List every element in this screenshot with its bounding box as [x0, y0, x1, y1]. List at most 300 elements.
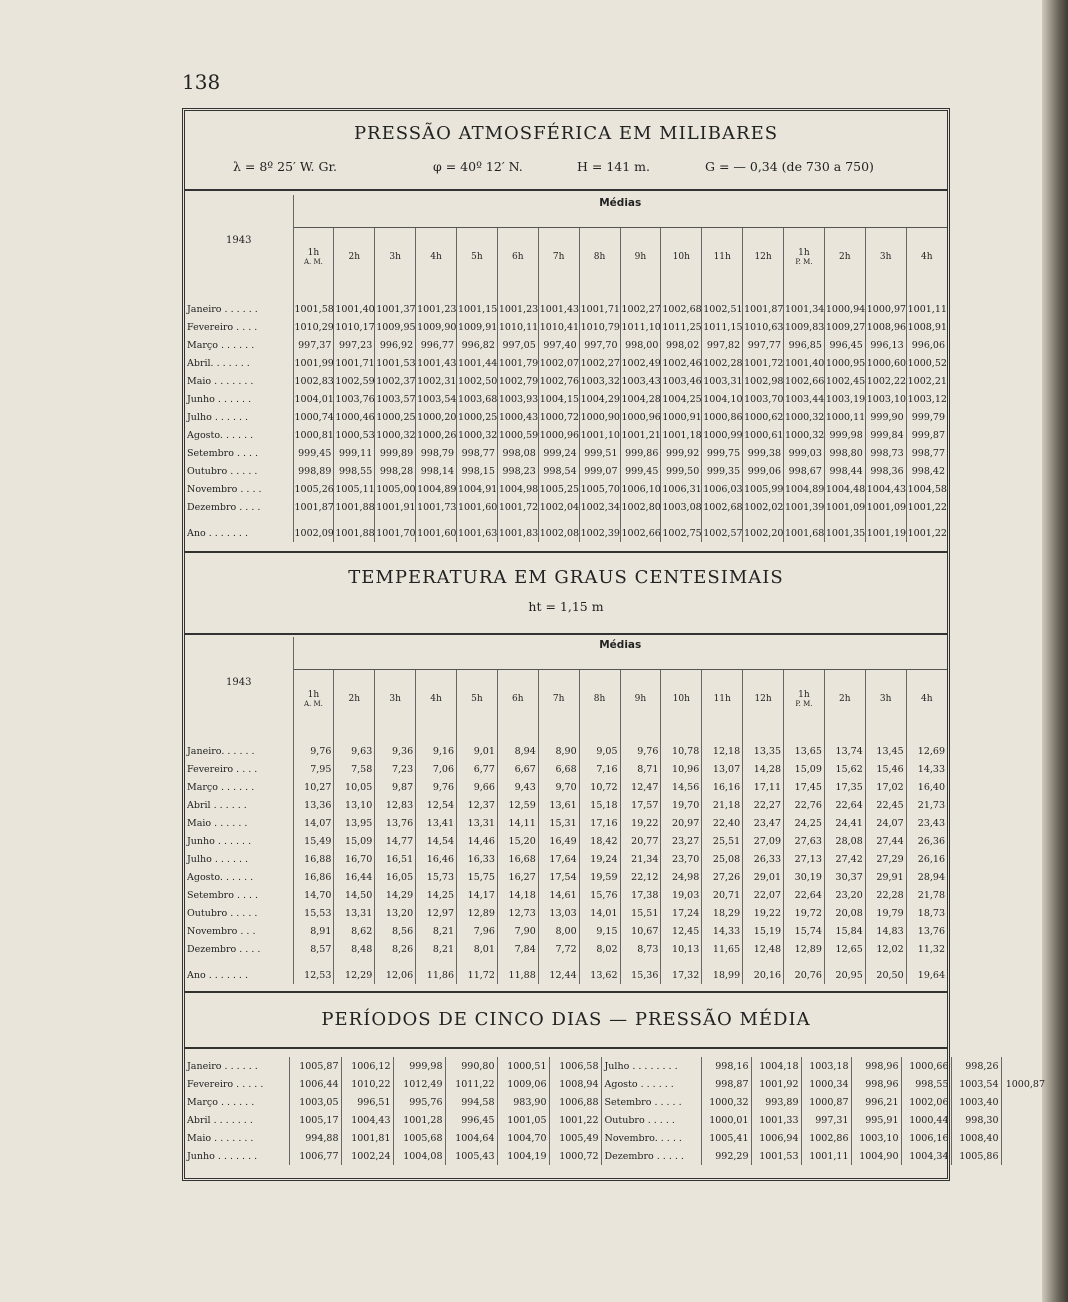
- value-cell: 1002,59: [334, 372, 375, 390]
- value-cell: 9,76: [416, 778, 457, 796]
- value-cell: 1009,91: [457, 318, 498, 336]
- value-cell: 13,31: [334, 904, 375, 922]
- value-cell: 1004,18: [751, 1057, 801, 1075]
- value-cell: 1000,96: [620, 408, 661, 426]
- hour-label: 2h: [839, 694, 851, 704]
- table-row: [185, 1093, 1047, 1111]
- value-cell: 19,24: [579, 850, 620, 868]
- value-cell: 14,46: [457, 832, 498, 850]
- value-cell: 1005,68: [393, 1129, 445, 1147]
- value-cell: 20,71: [702, 886, 743, 904]
- value-cell: 990,80: [445, 1057, 497, 1075]
- spacer-cell: [743, 958, 784, 966]
- value-cell: 1000,95: [824, 354, 865, 372]
- spacer-cell: [185, 286, 293, 300]
- value-cell: 12,44: [538, 966, 579, 984]
- value-cell: [1001, 1057, 1047, 1075]
- month-label: Novembro . . .: [187, 925, 256, 937]
- value-cell: 1001,91: [375, 498, 416, 516]
- value-cell: 1001,88: [334, 524, 375, 542]
- hour-header: [497, 670, 538, 729]
- value-cell: 15,19: [743, 922, 784, 940]
- value-cell: 1000,96: [538, 426, 579, 444]
- spacer-cell: [743, 286, 784, 300]
- value-cell: 20,95: [824, 966, 865, 984]
- value-cell: 8,21: [416, 922, 457, 940]
- value-cell: 15,75: [457, 868, 498, 886]
- divider: [185, 1047, 947, 1049]
- value-cell: 1003,18: [801, 1057, 851, 1075]
- hour-label: 2h: [348, 252, 361, 262]
- value-cell: 1000,74: [293, 408, 334, 426]
- value-cell: 1002,68: [661, 300, 702, 318]
- value-cell: 1001,72: [497, 498, 538, 516]
- value-cell: 1000,32: [375, 426, 416, 444]
- value-cell: 1005,41: [701, 1129, 751, 1147]
- value-cell: 20,97: [661, 814, 702, 832]
- value-cell: 1000,86: [702, 408, 743, 426]
- value-cell: 1005,17: [289, 1111, 341, 1129]
- value-cell: 1003,54: [416, 390, 457, 408]
- value-cell: 1002,31: [416, 372, 457, 390]
- hour-label: 4h: [921, 252, 933, 262]
- value-cell: 1002,51: [702, 300, 743, 318]
- value-cell: 13,45: [865, 742, 906, 760]
- table-row: [185, 922, 947, 940]
- value-cell: 1003,32: [579, 372, 620, 390]
- spacer-cell: [906, 286, 947, 300]
- value-cell: 996,51: [341, 1093, 393, 1111]
- value-cell: 15,09: [334, 832, 375, 850]
- table-row: [185, 318, 947, 336]
- table-row: [185, 390, 947, 408]
- month-label: Abril . . . . . .: [187, 799, 247, 811]
- value-cell: 9,76: [293, 742, 334, 760]
- spacer-cell: [661, 728, 702, 742]
- value-cell: 7,96: [457, 922, 498, 940]
- value-cell: 12,89: [457, 904, 498, 922]
- spacer-cell: [334, 958, 375, 966]
- value-cell: 9,36: [375, 742, 416, 760]
- value-cell: 1000,72: [538, 408, 579, 426]
- value-cell: 995,76: [393, 1093, 445, 1111]
- value-cell: 1006,58: [549, 1057, 601, 1075]
- value-cell: 29,91: [865, 868, 906, 886]
- value-cell: 1000,53: [334, 426, 375, 444]
- value-cell: 1001,81: [341, 1129, 393, 1147]
- spacer-cell: [416, 516, 457, 524]
- hour-label: 10h: [672, 694, 690, 704]
- value-cell: 1000,32: [701, 1093, 751, 1111]
- value-cell: 23,70: [661, 850, 702, 868]
- table-row: [185, 462, 947, 480]
- value-cell: 1001,79: [497, 354, 538, 372]
- spacer-cell: [538, 516, 579, 524]
- value-cell: 998,55: [901, 1075, 951, 1093]
- value-cell: 15,18: [579, 796, 620, 814]
- value-cell: 1005,11: [334, 480, 375, 498]
- value-cell: 1004,10: [702, 390, 743, 408]
- value-cell: 1002,22: [865, 372, 906, 390]
- value-cell: 1008,91: [906, 318, 947, 336]
- value-cell: 1002,20: [743, 524, 784, 542]
- value-cell: 1002,68: [702, 498, 743, 516]
- table-row: [185, 300, 947, 318]
- value-cell: 14,83: [865, 922, 906, 940]
- spacer-cell: [661, 958, 702, 966]
- spacer-cell: [865, 286, 906, 300]
- value-cell: 22,28: [865, 886, 906, 904]
- value-cell: 1003,54: [951, 1075, 1001, 1093]
- param-height: H = 141 m.: [577, 159, 650, 174]
- value-cell: 1000,97: [865, 300, 906, 318]
- value-cell: 23,43: [906, 814, 947, 832]
- value-cell: 15,49: [293, 832, 334, 850]
- value-cell: 1000,44: [901, 1111, 951, 1129]
- value-cell: 14,61: [538, 886, 579, 904]
- value-cell: 999,38: [743, 444, 784, 462]
- table-row: [185, 336, 947, 354]
- value-cell: 16,05: [375, 868, 416, 886]
- value-cell: 1008,94: [549, 1075, 601, 1093]
- hour-header: [661, 228, 702, 287]
- value-cell: 998,80: [824, 444, 865, 462]
- value-cell: 17,02: [865, 778, 906, 796]
- pressure-table-wrap: [185, 195, 947, 542]
- value-cell: 1000,32: [457, 426, 498, 444]
- month-label: Outubro . . . . .: [187, 907, 258, 919]
- value-cell: 1002,75: [661, 524, 702, 542]
- value-cell: 1000,61: [743, 426, 784, 444]
- value-cell: 12,06: [375, 966, 416, 984]
- value-cell: 17,32: [661, 966, 702, 984]
- value-cell: 7,58: [334, 760, 375, 778]
- value-cell: 996,45: [824, 336, 865, 354]
- value-cell: 8,71: [620, 760, 661, 778]
- spacer-cell: [661, 516, 702, 524]
- value-cell: 9,70: [538, 778, 579, 796]
- hour-label: 12h: [754, 694, 772, 704]
- hour-label: 4h: [430, 694, 442, 704]
- value-cell: 1000,46: [334, 408, 375, 426]
- value-cell: 1002,07: [538, 354, 579, 372]
- value-cell: 1004,90: [851, 1147, 901, 1165]
- value-cell: 1004,34: [901, 1147, 951, 1165]
- value-cell: 8,48: [334, 940, 375, 958]
- value-cell: 13,07: [702, 760, 743, 778]
- value-cell: 9,66: [457, 778, 498, 796]
- spacer-row: [185, 958, 947, 966]
- hour-label: 7h: [552, 252, 565, 262]
- spacer-cell: [497, 286, 538, 300]
- month-label: Abril. . . . . . .: [187, 357, 250, 369]
- value-cell: 13,76: [906, 922, 947, 940]
- value-cell: 10,78: [661, 742, 702, 760]
- hour-label: 1h: [798, 248, 810, 258]
- value-cell: 1006,16: [901, 1129, 951, 1147]
- value-cell: 16,46: [416, 850, 457, 868]
- medias-heading: Médias: [293, 637, 947, 670]
- spacer-cell: [416, 958, 457, 966]
- value-cell: 1006,88: [549, 1093, 601, 1111]
- value-cell: 15,20: [497, 832, 538, 850]
- month-label: Janeiro. . . . . .: [187, 745, 255, 757]
- spacer-cell: [702, 958, 743, 966]
- value-cell: 15,73: [416, 868, 457, 886]
- hour-label: 6h: [512, 694, 524, 704]
- value-cell: 999,89: [375, 444, 416, 462]
- value-cell: 1001,19: [865, 524, 906, 542]
- value-cell: 999,84: [865, 426, 906, 444]
- spacer-cell: [702, 286, 743, 300]
- value-cell: [1001, 1147, 1047, 1165]
- hour-header: [661, 670, 702, 729]
- value-cell: 1003,31: [702, 372, 743, 390]
- value-cell: 1010,41: [538, 318, 579, 336]
- value-cell: 996,82: [457, 336, 498, 354]
- hour-header: [620, 228, 661, 287]
- hour-label: 2h: [348, 694, 361, 704]
- value-cell: 1003,44: [784, 390, 825, 408]
- value-cell: 1006,94: [751, 1129, 801, 1147]
- table-row: [185, 372, 947, 390]
- spacer-cell: [185, 516, 293, 524]
- value-cell: 13,65: [784, 742, 825, 760]
- spacer-cell: [375, 516, 416, 524]
- value-cell: 16,68: [497, 850, 538, 868]
- value-cell: 1009,83: [784, 318, 825, 336]
- value-cell: 1001,11: [906, 300, 947, 318]
- spacer-cell: [579, 958, 620, 966]
- value-cell: 1000,43: [497, 408, 538, 426]
- value-cell: 1002,21: [906, 372, 947, 390]
- value-cell: 998,77: [457, 444, 498, 462]
- value-cell: 996,85: [784, 336, 825, 354]
- value-cell: 998,89: [293, 462, 334, 480]
- spacer-cell: [702, 516, 743, 524]
- value-cell: 1006,12: [341, 1057, 393, 1075]
- value-cell: 1000,01: [701, 1111, 751, 1129]
- spacer-cell: [661, 286, 702, 300]
- value-cell: 1001,71: [579, 300, 620, 318]
- table-row: [185, 940, 947, 958]
- value-cell: 1003,10: [865, 390, 906, 408]
- spacer-cell: [497, 516, 538, 524]
- spacer-cell: [334, 286, 375, 300]
- value-cell: 1001,68: [784, 524, 825, 542]
- spacer-row: [185, 516, 947, 524]
- value-cell: 13,74: [824, 742, 865, 760]
- value-cell: 15,62: [824, 760, 865, 778]
- value-cell: 17,35: [824, 778, 865, 796]
- hour-header: [334, 228, 375, 287]
- value-cell: 22,45: [865, 796, 906, 814]
- annual-row: [185, 966, 947, 984]
- periods-table: [185, 1057, 1047, 1165]
- month-label: Dezembro . . . . .: [601, 1147, 701, 1165]
- value-cell: 8,94: [497, 742, 538, 760]
- value-cell: 1001,37: [375, 300, 416, 318]
- value-cell: 14,70: [293, 886, 334, 904]
- table-row: [185, 868, 947, 886]
- table-row: [185, 886, 947, 904]
- table-row: [185, 778, 947, 796]
- value-cell: 1001,53: [751, 1147, 801, 1165]
- value-cell: 1002,86: [801, 1129, 851, 1147]
- value-cell: 22,76: [784, 796, 825, 814]
- value-cell: 9,43: [497, 778, 538, 796]
- hour-header: [906, 228, 947, 287]
- value-cell: 1000,32: [784, 426, 825, 444]
- value-cell: 14,17: [457, 886, 498, 904]
- hour-period: P. M.: [795, 258, 813, 266]
- value-cell: 14,11: [497, 814, 538, 832]
- value-cell: 1004,28: [620, 390, 661, 408]
- value-cell: 1001,18: [661, 426, 702, 444]
- value-cell: 999,92: [661, 444, 702, 462]
- value-cell: 998,28: [375, 462, 416, 480]
- value-cell: 1009,27: [824, 318, 865, 336]
- hour-header: [824, 670, 865, 729]
- value-cell: 16,49: [538, 832, 579, 850]
- value-cell: 14,33: [906, 760, 947, 778]
- value-cell: 1000,87: [801, 1093, 851, 1111]
- value-cell: 1001,71: [334, 354, 375, 372]
- value-cell: 9,15: [579, 922, 620, 940]
- value-cell: 1011,25: [661, 318, 702, 336]
- spacer-cell: [457, 728, 498, 742]
- value-cell: 998,79: [416, 444, 457, 462]
- hour-header: [538, 228, 579, 287]
- hour-label: 12h: [754, 252, 772, 262]
- value-cell: 10,13: [661, 940, 702, 958]
- value-cell: 1004,64: [445, 1129, 497, 1147]
- spacer-cell: [824, 286, 865, 300]
- param-gravity: G = — 0,34 (de 730 a 750): [705, 159, 874, 174]
- hour-label: 1h: [307, 248, 320, 258]
- value-cell: 1000,26: [416, 426, 457, 444]
- value-cell: 13,20: [375, 904, 416, 922]
- divider: [185, 991, 947, 993]
- value-cell: 7,90: [497, 922, 538, 940]
- hour-label: 9h: [634, 694, 647, 704]
- hour-header: [824, 228, 865, 287]
- value-cell: 996,77: [416, 336, 457, 354]
- table-row: [185, 760, 947, 778]
- value-cell: 983,90: [497, 1093, 549, 1111]
- value-cell: 997,05: [497, 336, 538, 354]
- param-longitude: λ = 8º 25′ W. Gr.: [233, 159, 338, 174]
- spacer-cell: [375, 286, 416, 300]
- value-cell: 11,86: [416, 966, 457, 984]
- value-cell: 21,78: [906, 886, 947, 904]
- value-cell: 1004,89: [416, 480, 457, 498]
- hour-header: [620, 670, 661, 729]
- value-cell: 1001,73: [416, 498, 457, 516]
- temperature-subtitle: ht = 1,15 m: [528, 599, 604, 614]
- hour-header: [865, 228, 906, 287]
- value-cell: 1003,40: [951, 1093, 1001, 1111]
- value-cell: 8,90: [538, 742, 579, 760]
- value-cell: 997,23: [334, 336, 375, 354]
- value-cell: 23,27: [661, 832, 702, 850]
- value-cell: 1000,25: [375, 408, 416, 426]
- spacer-cell: [824, 516, 865, 524]
- value-cell: 21,73: [906, 796, 947, 814]
- value-cell: 1001,60: [457, 498, 498, 516]
- value-cell: 7,16: [579, 760, 620, 778]
- value-cell: 998,23: [497, 462, 538, 480]
- value-cell: 1000,20: [416, 408, 457, 426]
- month-label: Fevereiro . . . .: [187, 763, 258, 775]
- value-cell: 18,42: [579, 832, 620, 850]
- temperature-table-wrap: [185, 637, 947, 984]
- value-cell: 1004,25: [661, 390, 702, 408]
- value-cell: 7,72: [538, 940, 579, 958]
- spacer-cell: [906, 728, 947, 742]
- value-cell: 24,07: [865, 814, 906, 832]
- value-cell: 17,16: [579, 814, 620, 832]
- value-cell: [1001, 1093, 1047, 1111]
- value-cell: 1001,11: [801, 1147, 851, 1165]
- month-label: Ano . . . . . . .: [187, 527, 248, 539]
- month-label: Outubro . . . . .: [187, 465, 258, 477]
- value-cell: 999,90: [865, 408, 906, 426]
- spacer-cell: [293, 728, 334, 742]
- spacer-cell: [865, 958, 906, 966]
- hour-header: [784, 228, 825, 287]
- hour-header: [865, 670, 906, 729]
- value-cell: 1002,76: [538, 372, 579, 390]
- value-cell: 1000,52: [906, 354, 947, 372]
- value-cell: 24,98: [661, 868, 702, 886]
- month-label: Fevereiro . . . .: [187, 321, 258, 333]
- value-cell: 997,70: [579, 336, 620, 354]
- value-cell: 1000,87: [1001, 1075, 1047, 1093]
- spacer-cell: [824, 728, 865, 742]
- hour-label: 1h: [307, 690, 320, 700]
- table-row: [185, 1075, 1047, 1093]
- value-cell: 6,68: [538, 760, 579, 778]
- hour-header: [457, 228, 498, 287]
- hour-label: 8h: [593, 694, 606, 704]
- value-cell: 999,07: [579, 462, 620, 480]
- spacer-cell: [743, 516, 784, 524]
- value-cell: 1003,93: [497, 390, 538, 408]
- value-cell: 1004,43: [865, 480, 906, 498]
- hour-label: 3h: [879, 252, 892, 262]
- hour-label: 3h: [389, 252, 401, 262]
- spacer-cell: [620, 728, 661, 742]
- value-cell: 1002,98: [743, 372, 784, 390]
- value-cell: 1003,05: [289, 1093, 341, 1111]
- value-cell: 1002,37: [375, 372, 416, 390]
- annual-row: [185, 524, 947, 542]
- table-row: [185, 444, 947, 462]
- value-cell: 1004,15: [538, 390, 579, 408]
- value-cell: 13,76: [375, 814, 416, 832]
- value-cell: 999,51: [579, 444, 620, 462]
- periods-table-wrap: [185, 1057, 1045, 1165]
- hour-header: [538, 670, 579, 729]
- hour-label: 8h: [593, 252, 606, 262]
- value-cell: 16,40: [906, 778, 947, 796]
- value-cell: 9,05: [579, 742, 620, 760]
- value-cell: 19,03: [661, 886, 702, 904]
- value-cell: 1001,83: [497, 524, 538, 542]
- value-cell: 19,79: [865, 904, 906, 922]
- value-cell: 1001,40: [334, 300, 375, 318]
